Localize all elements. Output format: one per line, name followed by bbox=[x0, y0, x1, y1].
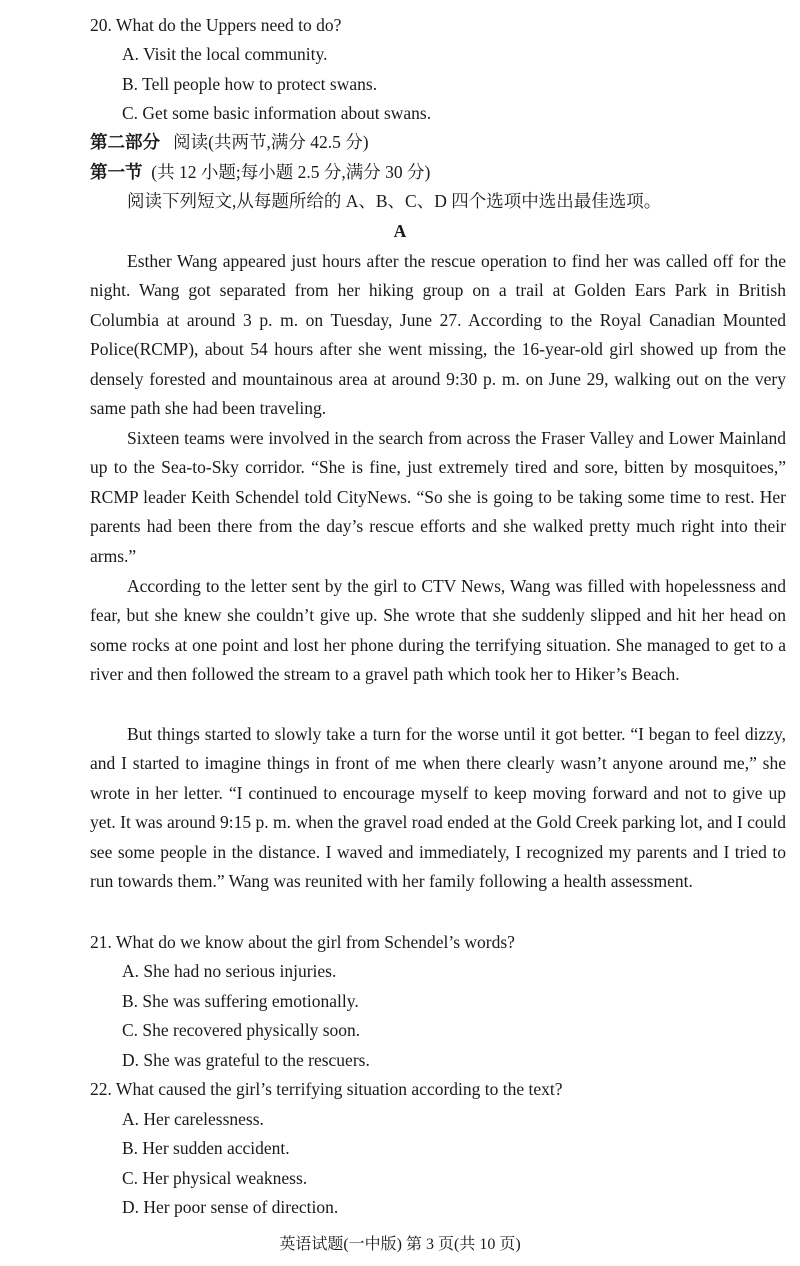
instruction: 阅读下列短文,从每题所给的 A、B、C、D 四个选项中选出最佳选项。 bbox=[127, 191, 662, 211]
q21-option-b: B. She was suffering emotionally. bbox=[122, 991, 359, 1011]
q20-option-c: C. Get some basic information about swans. bbox=[122, 103, 432, 123]
q22-option-d: D. Her poor sense of direction. bbox=[122, 1197, 339, 1217]
passage-paragraph-4 bbox=[90, 720, 786, 896]
part-header bbox=[90, 131, 369, 153]
q22-stem: 22. What caused the girl’s terrifying situation according to the text? bbox=[90, 1079, 563, 1099]
q21-option-d: D. She was grateful to the rescuers. bbox=[122, 1050, 370, 1070]
q20-stem: 20. What do the Uppers need to do? bbox=[90, 15, 342, 35]
subsection-header bbox=[90, 161, 430, 183]
q21-option-a: A. She had no serious injuries. bbox=[122, 961, 337, 981]
q22-option-b: B. Her sudden accident. bbox=[122, 1138, 290, 1158]
q22-option-c: C. Her physical weakness. bbox=[122, 1168, 308, 1188]
q22-option-a: A. Her carelessness. bbox=[122, 1109, 264, 1129]
subsection-title: 第一节 bbox=[90, 162, 143, 182]
passage-label: A bbox=[393, 221, 407, 241]
paragraph-2-text: Sixteen teams were involved in the search from across the Fraser Valley and Lower Mainland up to the Sea-to-Sky corridor. “She is fine, just extremely tired and sore, bitten by mosquitoes,” RCMP leader Keith Schendel told CityNews. “So she is going to be taking some time to rest. Her parents had been there from the day’s rescue efforts and she walked pretty much right into their arms.” bbox=[90, 428, 786, 566]
part-title: 第二部分 bbox=[90, 132, 160, 152]
q20-option-a: A. Visit the local community. bbox=[122, 44, 328, 64]
part-info: 阅读(共两节,满分 42.5 分) bbox=[173, 132, 369, 152]
paragraph-4-text: But things started to slowly take a turn for the worse until it got better. “I began to feel dizzy, and I started to imagine things in front of me when there clearly wasn’t anyone around me,” she wrote in her letter. “I continued to encourage myself to keep moving forward and not to give up yet. It was around 9:15 p. m. when the gravel road ended at the Gold Creek parking lot, and I could see some people in the distance. I waved and immediately, I recognized my parents and I tried to run towards them.” Wang was reunited with her family following a health assessment. bbox=[90, 724, 786, 892]
q21-option-c: C. She recovered physically soon. bbox=[122, 1020, 361, 1040]
page-footer: 英语试题(一中版) 第 3 页(共 10 页) bbox=[279, 1236, 521, 1253]
paragraph-3-text: According to the letter sent by the girl to CTV News, Wang was filled with hopelessness and fear, but she knew she couldn’t give up. She wrote that she suddenly slipped and hit her head on some rocks at one point and lost her phone during the terrifying situation. She managed to get to a river and then followed the stream to a gravel path which took her to Hiker’s Beach. bbox=[90, 576, 786, 685]
passage-paragraph-3 bbox=[90, 572, 786, 690]
passage-paragraph-2 bbox=[90, 424, 786, 571]
subsection-info: (共 12 小题;每小题 2.5 分,满分 30 分) bbox=[151, 162, 431, 182]
paragraph-1-text: Esther Wang appeared just hours after the rescue operation to find her was called off for the night. Wang got separated from her hiking group on a trail at Golden Ears Park in British Columbia at around 3 p. m. on Tuesday, June 27. According to the Royal Canadian Mounted Police(RCMP), about 54 hours after she went missing, the 16-year-old girl showed up from the densely forested and mountainous area at around 9:30 p. m. on June 29, walking out on the very same path she had been traveling. bbox=[90, 251, 786, 419]
q21-stem: 21. What do we know about the girl from Schendel’s words? bbox=[90, 932, 515, 952]
passage-paragraph-1 bbox=[90, 247, 786, 423]
q20-option-b: B. Tell people how to protect swans. bbox=[122, 74, 378, 94]
